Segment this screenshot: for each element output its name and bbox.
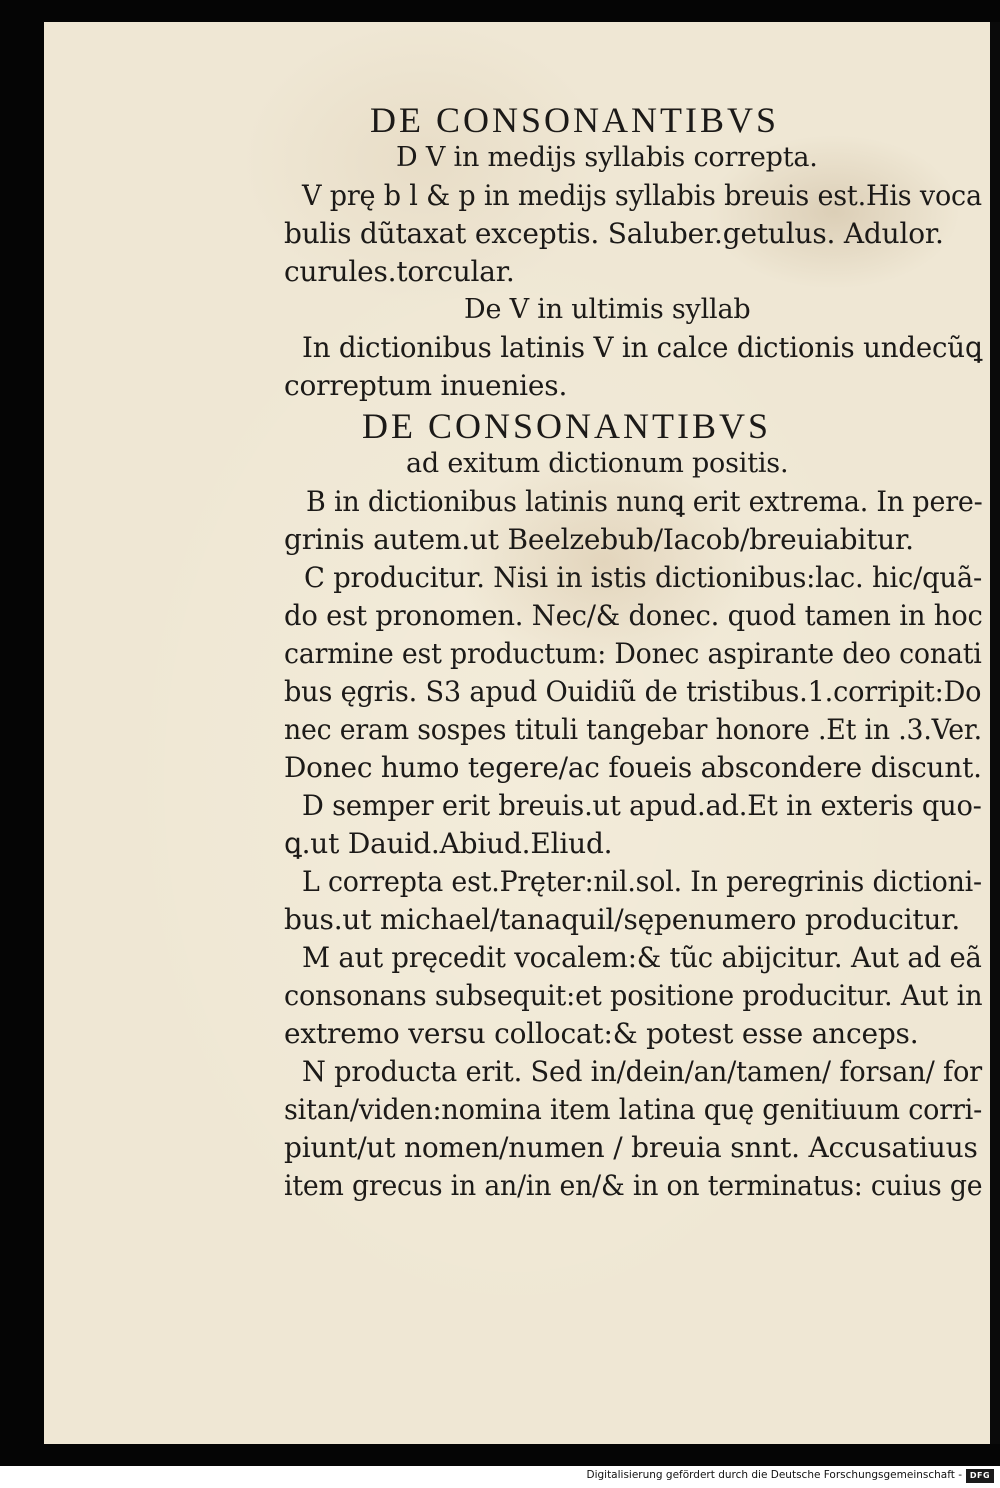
section-heading: DE CONSONANTIBVS [362, 406, 772, 446]
text-line: extremo versu collocat:& potest esse anceps. [284, 1017, 919, 1050]
text-line: L correpta est.Pręter:nil.sol. In peregrinis dictioni- [302, 865, 982, 898]
text-line: grinis autem.ut Beelzebub/Iacob/breuiabitur. [284, 523, 914, 556]
text-line: In dictionibus latinis V in calce dictionis undecũꝗ [302, 331, 983, 364]
text-line: ꝗ.ut Dauid.Abiud.Eliud. [284, 827, 613, 860]
text-line: consonans subsequit:et positione producitur. Aut in [284, 979, 983, 1012]
text-line: bus.ut michael/tanaquil/sępenumero producitur. [284, 903, 961, 936]
text-line: do est pronomen. Nec/& donec. quod tamen in hoc [284, 599, 983, 632]
subheading: De V in ultimis syllab [464, 294, 751, 325]
text-line: sitan/viden:nomina item latina quę genitiuum corri- [284, 1093, 983, 1126]
text-line: carmine est productum: Donec aspirante deo conati [284, 637, 982, 670]
text-line: item grecus in an/in en/& in on terminatus: cuius ge [284, 1169, 983, 1202]
subheading: ad exitum dictionum positis. [406, 448, 789, 479]
text-line: correptum inuenies. [284, 369, 568, 402]
subheading: D V in medijs syllabis correpta. [396, 142, 818, 173]
book-page [44, 22, 990, 1444]
text-line: bulis dũtaxat exceptis. Saluber.getulus. Adulor. [284, 217, 944, 250]
page-edge-shadow [990, 22, 1000, 1444]
text-line: V prę b l & p in medijs syllabis breuis est.His voca [302, 179, 982, 212]
text-line: C producitur. Nisi in istis dictionibus:lac. hic/quã- [304, 561, 983, 594]
text-line: D semper erit breuis.ut apud.ad.Et in exteris quo- [302, 789, 982, 822]
text-line: bus ęgris. S3 apud Ouidiũ de tristibus.1.corripit:Do [284, 675, 982, 708]
text-line: piunt/ut nomen/numen / breuia snnt. Accusatiuus [284, 1131, 978, 1164]
text-line: M aut pręcedit vocalem:& tũc abijcitur. Aut ad eã [302, 941, 982, 974]
footer-bar [0, 1466, 1000, 1488]
section-heading: DE CONSONANTIBVS [370, 100, 780, 140]
footer-credit: Digitalisierung gefördert durch die Deutsche Forschungsgemeinschaft - [586, 1469, 962, 1481]
dfg-logo-icon: DFG [966, 1469, 994, 1483]
text-line: N producta erit. Sed in/dein/an/tamen/ forsan/ for [302, 1055, 983, 1088]
text-line: curules.torcular. [284, 255, 515, 288]
text-line: B in dictionibus latinis nunꝗ erit extrema. In pere- [306, 485, 983, 518]
text-line: nec eram sospes tituli tangebar honore .Et in .3.Ver. [284, 713, 982, 746]
text-line: Donec humo tegere/ac foueis abscondere discunt. [284, 751, 982, 784]
